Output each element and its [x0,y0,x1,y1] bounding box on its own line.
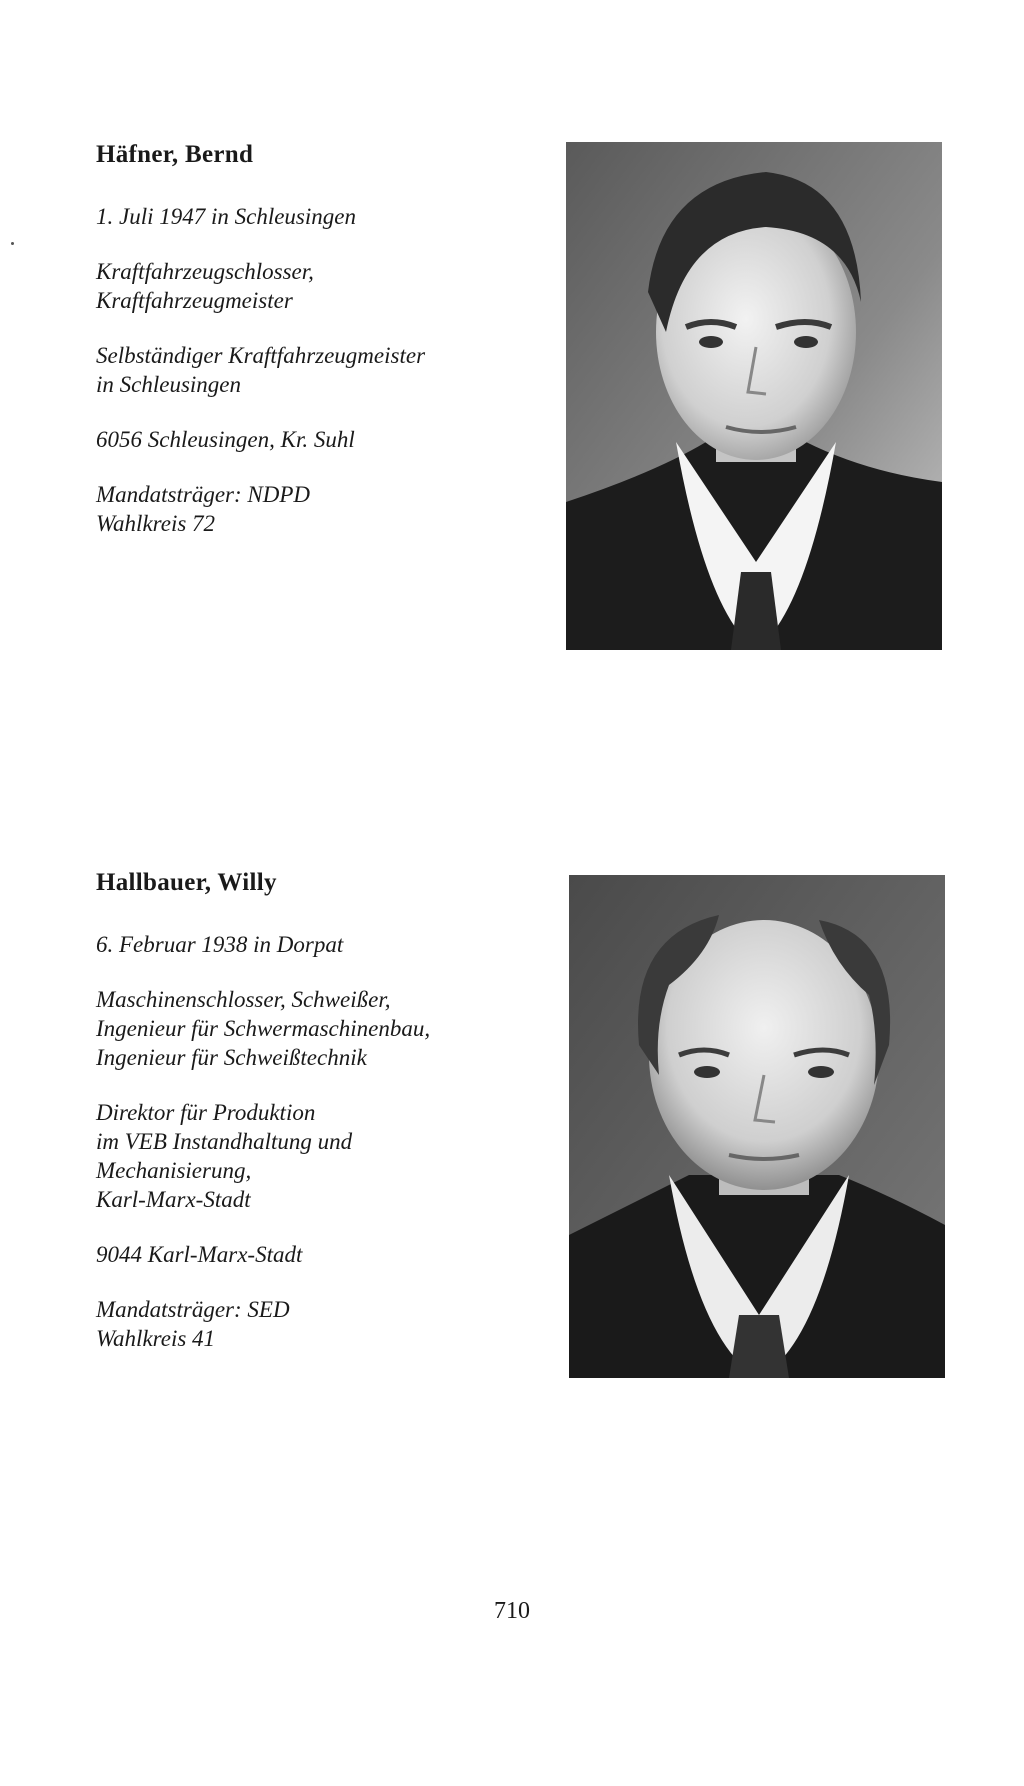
mandate-line: Mandatsträger: SED [96,1297,290,1322]
profession-line: Kraftfahrzeugschlosser, [96,259,314,284]
position-line: Selbständiger Kraftfahrzeugmeister [96,343,426,368]
profession-block [96,985,566,1072]
entry-name: Hallbauer, Willy [96,869,277,896]
position-line: in Schleusingen [96,372,241,397]
stray-mark [11,242,14,245]
entry-haefner [96,140,566,538]
position-block [96,341,566,399]
mandate-block [96,480,566,538]
mandate-line: Wahlkreis 41 [96,1326,216,1351]
mandate-line: Wahlkreis 72 [96,511,216,536]
position-block [96,1098,566,1214]
profession-line: Ingenieur für Schweißtechnik [96,1045,367,1070]
mandate-line: Mandatsträger: NDPD [96,482,311,507]
address: 6056 Schleusingen, Kr. Suhl [96,427,355,452]
position-line: Mechanisierung, [96,1158,252,1183]
profession-line: Kraftfahrzeugmeister [96,288,293,313]
page-number: 710 [494,1598,530,1624]
mandate-block [96,1295,566,1353]
portrait-photo-icon [566,142,942,650]
birth-info: 1. Juli 1947 in Schleusingen [96,204,356,229]
birth-info: 6. Februar 1938 in Dorpat [96,932,344,957]
profession-line: Ingenieur für Schwermaschinenbau, [96,1016,431,1041]
portrait-photo-icon [569,875,945,1378]
entry-name: Häfner, Bernd [96,141,254,168]
position-line: Direktor für Produktion [96,1100,316,1125]
profession-block [96,257,566,315]
position-line: Karl-Marx-Stadt [96,1187,251,1212]
entry-hallbauer [96,868,566,1353]
profession-line: Maschinenschlosser, Schweißer, [96,987,391,1012]
address: 9044 Karl-Marx-Stadt [96,1242,303,1267]
position-line: im VEB Instandhaltung und [96,1129,353,1154]
